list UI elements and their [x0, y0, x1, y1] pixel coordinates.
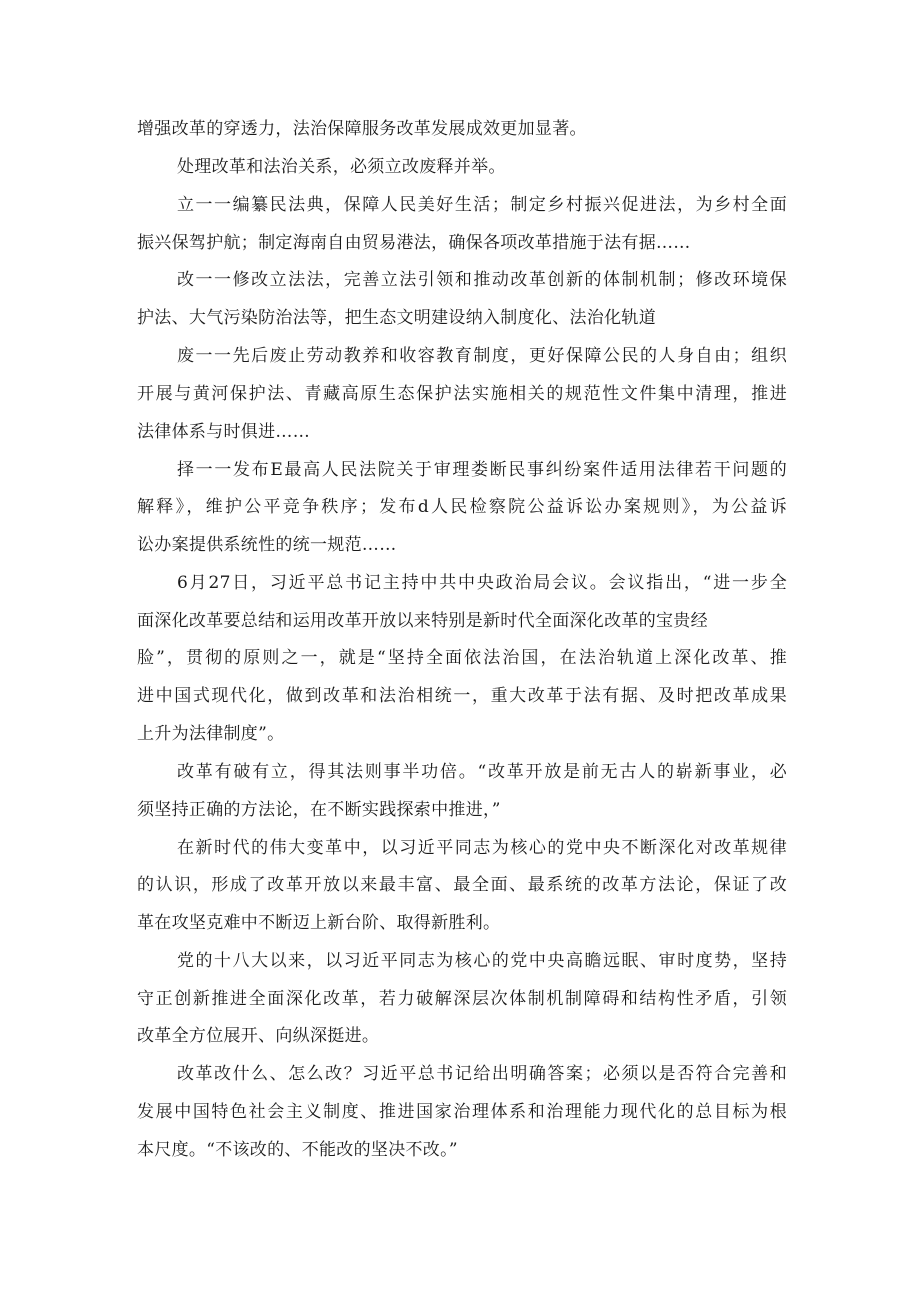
text-line: 解释》，维护公平竞争秩序；发布d人民检察院公益诉讼办案规则》，为公益诉	[137, 497, 787, 517]
text-line: 须坚持正确的方法论，在不断实践探索中推进，”	[137, 800, 501, 820]
text-line: 革在攻坚克难中不断迈上新台阶、取得新胜利。	[137, 913, 501, 933]
text-line: 增强改革的穿透力，法治保障服务改革发展成效更加显著。	[137, 119, 587, 139]
text-line: 立一一编纂民法典，保障人民美好生活；制定乡村振兴促进法，为乡村全面	[177, 195, 787, 215]
text-line: 党的十八大以来，以习近平同志为核心的党中央高瞻远眠、审时度势，坚持	[177, 951, 787, 971]
text-line: 脸”，贯彻的原则之一，就是“坚持全面依法治国，在法治轨道上深化改革、推	[137, 648, 787, 668]
text-line: 处理改革和法治关系，必须立改废释并举。	[177, 157, 506, 177]
text-line: 改革全方位展开、向纵深挺进。	[137, 1026, 380, 1046]
text-line: 振兴保驾护航；制定海南自由贸易港法，确保各项改革措施于法有据……	[137, 233, 691, 253]
text-line: 护法、大气污染防治法等，把生态文明建设纳入制度化、法治化轨道	[137, 308, 656, 328]
text-line: 守正创新推进全面深化改革，若力破解深层次体制机制障碍和结构性矛盾，引领	[137, 989, 787, 1009]
text-line: 的认识，形成了改革开放以来最丰富、最全面、最系统的改革方法论，保证了改	[137, 875, 787, 895]
text-line: 6月27日，习近平总书记主持中共中央政治局会议。会议指出，“进一步全	[177, 573, 787, 593]
text-line: 法律体系与时俱进……	[137, 422, 310, 442]
text-line: 上升为法律制度”。	[137, 724, 285, 744]
text-line: 改革改什么、怎么改？习近平总书记给出明确答案；必须以是否符合完善和	[177, 1064, 787, 1084]
text-line: 改革有破有立，得其法则事半功倍。“改革开放是前无古人的崭新事业，必	[177, 762, 787, 782]
text-line: 讼办案提供系统性的统一规范……	[137, 535, 397, 555]
text-line: 发展中国特色社会主义制度、推进国家治理体系和治理能力现代化的总目标为根	[137, 1102, 787, 1122]
text-line: 改一一修改立法法，完善立法引领和推动改革创新的体制机制；修改环境保	[177, 270, 787, 290]
text-line: 废一一先后废止劳动教养和收容教育制度，更好保障公民的人身自由；组织	[177, 346, 787, 366]
text-line: 面深化改革要总结和运用改革开放以来特别是新时代全面深化改革的宝贵经	[137, 611, 708, 631]
text-line: 进中国式现代化，做到改革和法治相统一，重大改革于法有据、及时把改革成果	[137, 686, 787, 706]
text-line: 本尺度。“不该改的、不能改的坚决不改。”	[137, 1140, 458, 1160]
text-line: 在新时代的伟大变革中，以习近平同志为核心的党中央不断深化对改革规律	[177, 838, 787, 858]
text-line: 择一一发布E最高人民法院关于审理娄断民事纠纷案件适用法律若干问题的	[177, 460, 787, 480]
text-line: 开展与黄河保护法、青藏高原生态保护法实施相关的规范性文件集中清理，推进	[137, 384, 787, 404]
